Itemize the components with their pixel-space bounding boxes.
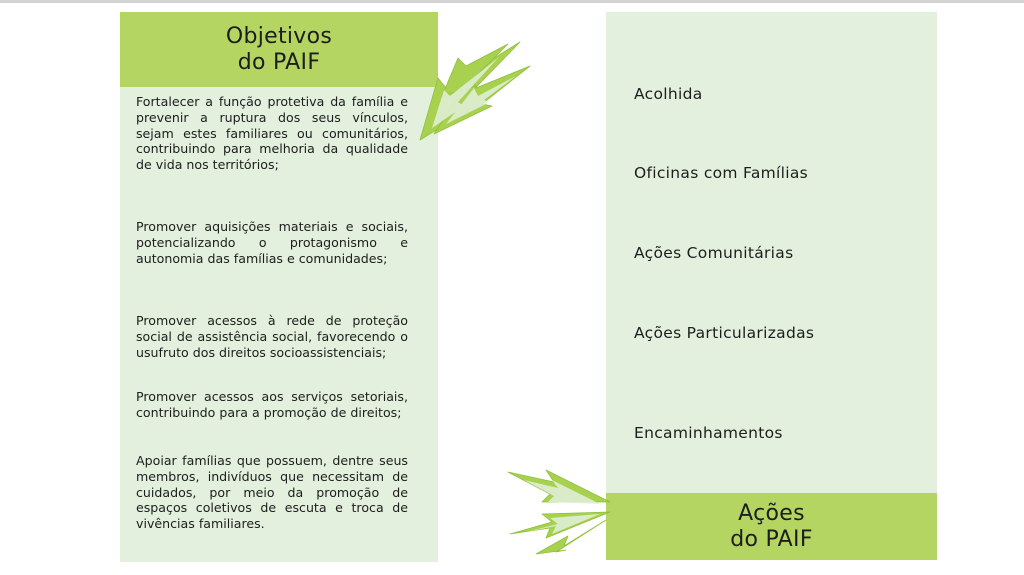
action-item-acolhida: Acolhida — [634, 85, 703, 103]
objectives-title — [120, 12, 438, 87]
actions-panel — [606, 12, 937, 560]
action-item-oficinas: Oficinas com Famílias — [634, 164, 809, 182]
arrows-up-right-icon — [412, 36, 536, 146]
action-item-encaminhamentos: Encaminhamentos — [634, 424, 783, 442]
objective-item-5: Apoiar famílias que possuem, dentre seus membros, indivíduos que necessitam de cuidados, por meio da promoção de espaços coletivos de escuta e troca de vivências familiares. — [136, 453, 408, 532]
objectives-title-line-1: Objetivos — [225, 23, 333, 49]
objective-item-3: Promover acessos à rede de proteção social de assistência social, favorecendo o usufruto dos direitos socioassistenciais; — [136, 313, 408, 360]
objective-item-2: Promover aquisições materiais e sociais, potencializando o protagonismo e autonomia das famílias e comunidades; — [136, 219, 408, 266]
actions-title-line-1: Ações — [738, 500, 805, 526]
actions-title — [606, 493, 937, 560]
arrows-left-icon — [506, 462, 614, 556]
objective-item-1: Fortalecer a função protetiva da família e prevenir a ruptura dos seus vínculos, sejam estes familiares ou comunitários, contribuindo para melhoria da qualidade de vida nos territórios; — [136, 94, 408, 173]
action-item-comunitarias: Ações Comunitárias — [634, 244, 794, 262]
actions-title-line-2: do PAIF — [730, 526, 813, 552]
action-item-particularizadas: Ações Particularizadas — [634, 324, 815, 342]
objective-item-4: Promover acessos aos serviços setoriais, contribuindo para a promoção de direitos; — [136, 389, 408, 420]
objectives-panel — [120, 12, 438, 562]
objectives-title-line-2: do PAIF — [237, 49, 321, 75]
top-border-line — [0, 0, 1024, 3]
